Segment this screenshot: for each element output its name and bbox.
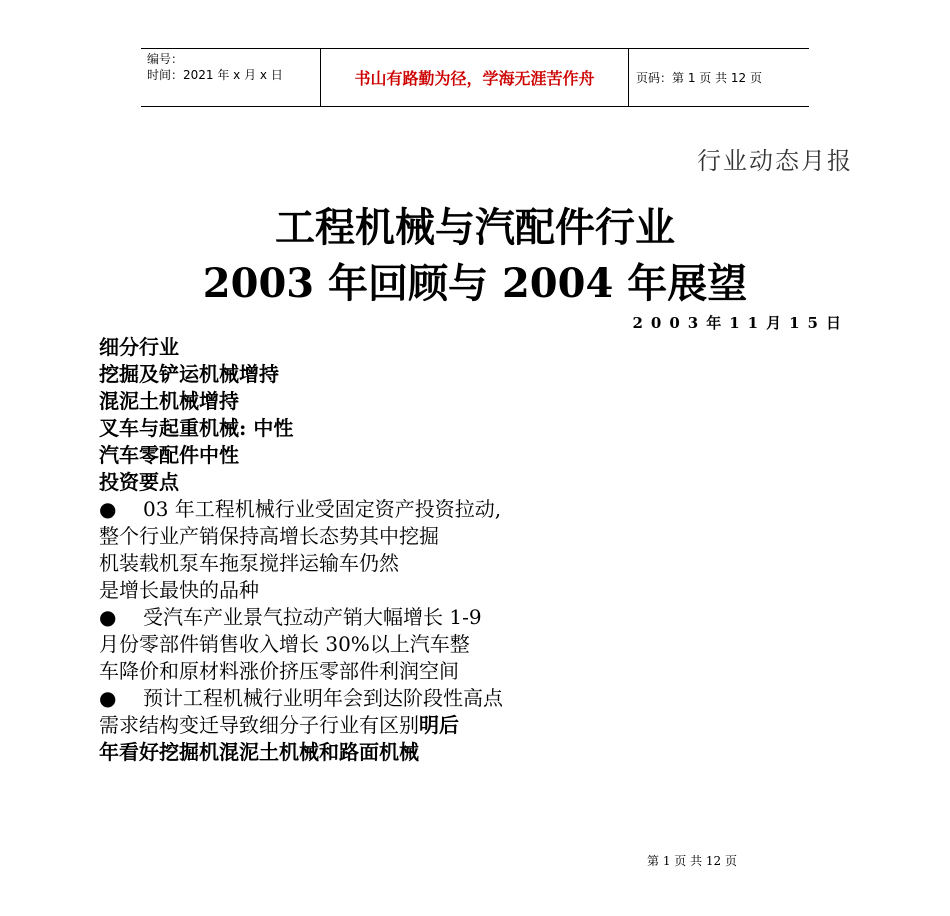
sector-item: 混泥土机械增持 <box>99 389 239 413</box>
bullet-icon: ● <box>99 497 117 521</box>
bullet-point-3-line <box>99 685 619 712</box>
time-label: 时间：2021 年 x 月 x 日 <box>147 68 283 82</box>
bullet-icon: ● <box>99 686 117 710</box>
paragraph-text: 需求结构变迁导致细分子行业有区别 <box>99 713 419 737</box>
bullet-text: 预计工程机械行业明年会到达阶段性高点 <box>143 686 503 710</box>
investment-heading: 投资要点 <box>99 470 179 494</box>
document-header <box>141 48 809 107</box>
paragraph-line: 年看好挖掘机混泥土机械和路面机械 <box>99 740 419 764</box>
serial-number-label: 编号： <box>147 52 184 66</box>
header-motto: 书山有路勤为径，学海无涯苦作舟 <box>321 49 629 106</box>
paragraph-line: 是增长最快的品种 <box>99 578 259 602</box>
paragraph-bold-text: 明后 <box>419 713 459 737</box>
bullet-icon: ● <box>99 605 117 629</box>
main-title-line-1: 工程机械与汽配件行业 <box>275 204 675 251</box>
paragraph-line: 车降价和原材料涨价挤压零部件利润空间 <box>99 659 459 683</box>
bullet-text: 受汽车产业景气拉动产销大幅增长 1-9 <box>143 605 482 629</box>
paragraph-line: 月份零部件销售收入增长 30%以上汽车整 <box>99 632 470 656</box>
report-date: 2003年11月15日 <box>632 314 849 332</box>
header-page-info: 页码：第 1 页 共 12 页 <box>636 71 762 85</box>
sectors-heading: 细分行业 <box>99 335 179 359</box>
sector-item: 叉车与起重机械: 中性 <box>99 416 294 440</box>
bullet-point-1-line <box>99 496 619 523</box>
paragraph-line <box>99 712 619 739</box>
bullet-point-2-line <box>99 604 619 631</box>
paragraph-line: 机装载机泵车拖泵搅拌运输车仍然 <box>99 551 399 575</box>
sector-item: 汽车零配件中性 <box>99 443 239 467</box>
paragraph-line: 整个行业产销保持高增长态势其中挖掘 <box>99 524 439 548</box>
bullet-text: 03 年工程机械行业受固定资产投资拉动, <box>143 497 502 521</box>
main-title-line-2: 2003 年回顾与 2004 年展望 <box>202 260 748 307</box>
header-meta-cell <box>141 49 321 106</box>
page-footer: 第 1 页 共 12 页 <box>647 854 737 868</box>
sector-item: 挖掘及铲运机械增持 <box>99 362 279 386</box>
report-type-label: 行业动态月报 <box>697 147 853 175</box>
report-body <box>99 334 619 766</box>
